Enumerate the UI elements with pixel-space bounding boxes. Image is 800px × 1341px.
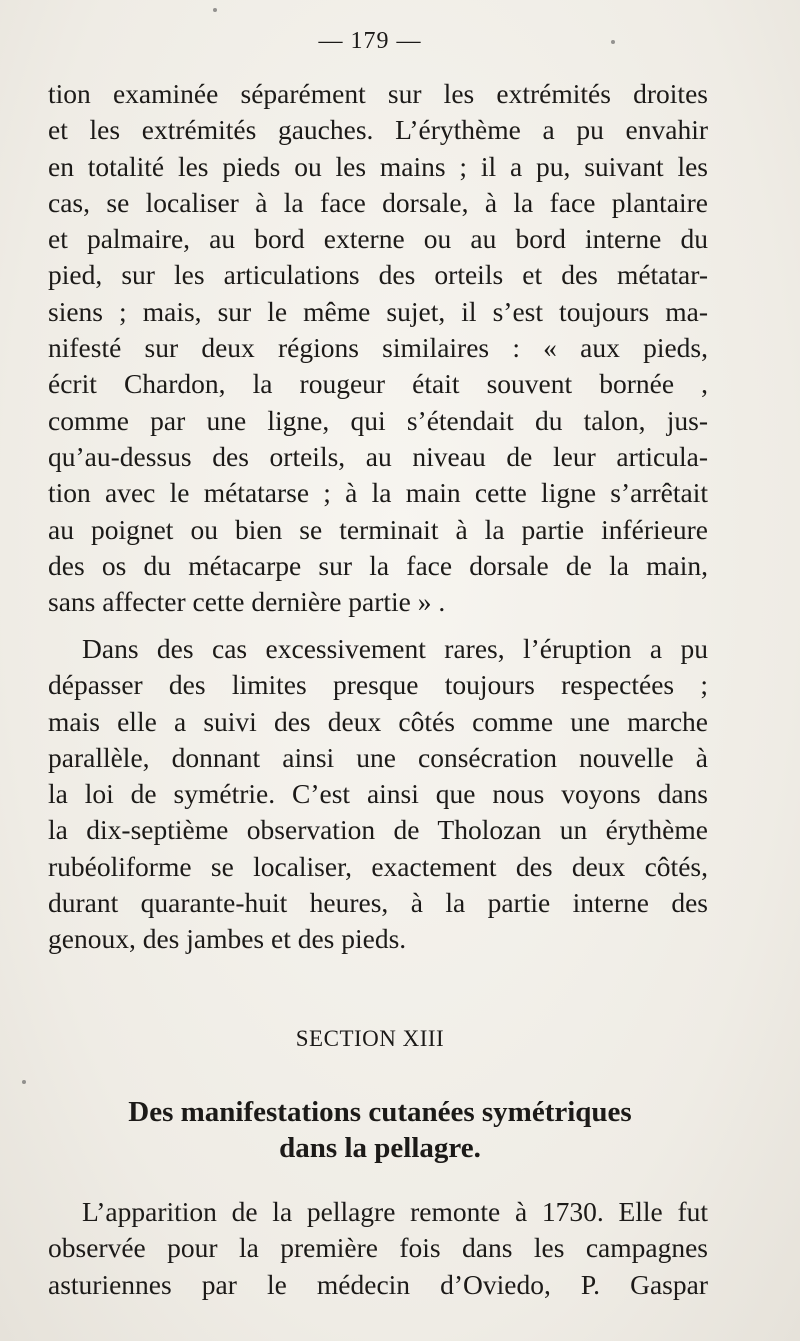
text-line: nifesté sur deux régions similaires : « aux pieds, xyxy=(48,332,708,364)
text-line: au poignet ou bien se terminait à la partie inférieure xyxy=(48,513,708,545)
text-line: et palmaire, au bord externe ou au bord interne du xyxy=(48,223,708,255)
text-line: tion examinée séparément sur les extrémités droites xyxy=(48,78,708,109)
section-title-line: Des manifestations cutanées symétriques xyxy=(128,1096,632,1128)
paragraph-1 xyxy=(48,76,708,620)
text-line: la loi de symétrie. C’est ainsi que nous voyons dans xyxy=(48,778,708,810)
text-line: tion avec le métatarse ; à la main cette ligne s’arrêtait xyxy=(48,477,708,509)
text-line: dépasser des limites presque toujours respectées ; xyxy=(48,669,708,701)
paragraph-3 xyxy=(48,1194,708,1303)
text-line: mais elle a suivi des deux côtés comme une marche xyxy=(48,705,708,737)
text-line: genoux, des jambes et des pieds. xyxy=(48,923,407,955)
print-speck xyxy=(611,40,615,44)
text-line: observée pour la première fois dans les campagnes xyxy=(48,1232,708,1264)
section-label: SECTION XIII xyxy=(295,1026,445,1051)
text-line: siens ; mais, sur le même sujet, il s’est toujours ma- xyxy=(48,295,708,327)
text-line: sans affecter cette dernière partie » . xyxy=(48,586,446,618)
text-line: rubéoliforme se localiser, exactement des deux côtés, xyxy=(48,850,708,882)
text-line: parallèle, donnant ainsi une consécration nouvelle à xyxy=(48,741,708,773)
text-line: asturiennes par le médecin d’Oviedo, P. Gaspar xyxy=(48,1268,708,1300)
print-speck xyxy=(22,1080,26,1084)
text-line: en totalité les pieds ou les mains ; il a pu, suivant les xyxy=(48,150,708,182)
section-title-line: dans la pellagre. xyxy=(279,1132,481,1164)
text-line: Dans des cas excessivement rares, l’éruption a pu xyxy=(82,633,708,664)
text-line: pied, sur les articulations des orteils et des métatar- xyxy=(48,259,708,291)
text-line: qu’au-dessus des orteils, au niveau de leur articula- xyxy=(48,440,708,472)
text-line: la dix-septième observation de Tholozan un érythème xyxy=(48,814,708,846)
section-title xyxy=(40,1094,720,1166)
text-line: et les extrémités gauches. L’érythème a pu envahir xyxy=(48,114,708,146)
text-line: durant quarante-huit heures, à la partie interne des xyxy=(48,887,708,919)
page-number: — 179 — xyxy=(318,28,422,54)
text-line: cas, se localiser à la face dorsale, à la face plantaire xyxy=(48,186,708,218)
text-line: L’apparition de la pellagre remonte à 1730. Elle fut xyxy=(82,1196,708,1227)
text-line: des os du métacarpe sur la face dorsale de la main, xyxy=(48,549,708,581)
print-speck xyxy=(213,8,217,12)
text-line: écrit Chardon, la rougeur était souvent bornée , xyxy=(48,368,708,400)
text-line: comme par une ligne, qui s’étendait du talon, jus- xyxy=(48,404,708,436)
paragraph-2 xyxy=(48,631,708,958)
